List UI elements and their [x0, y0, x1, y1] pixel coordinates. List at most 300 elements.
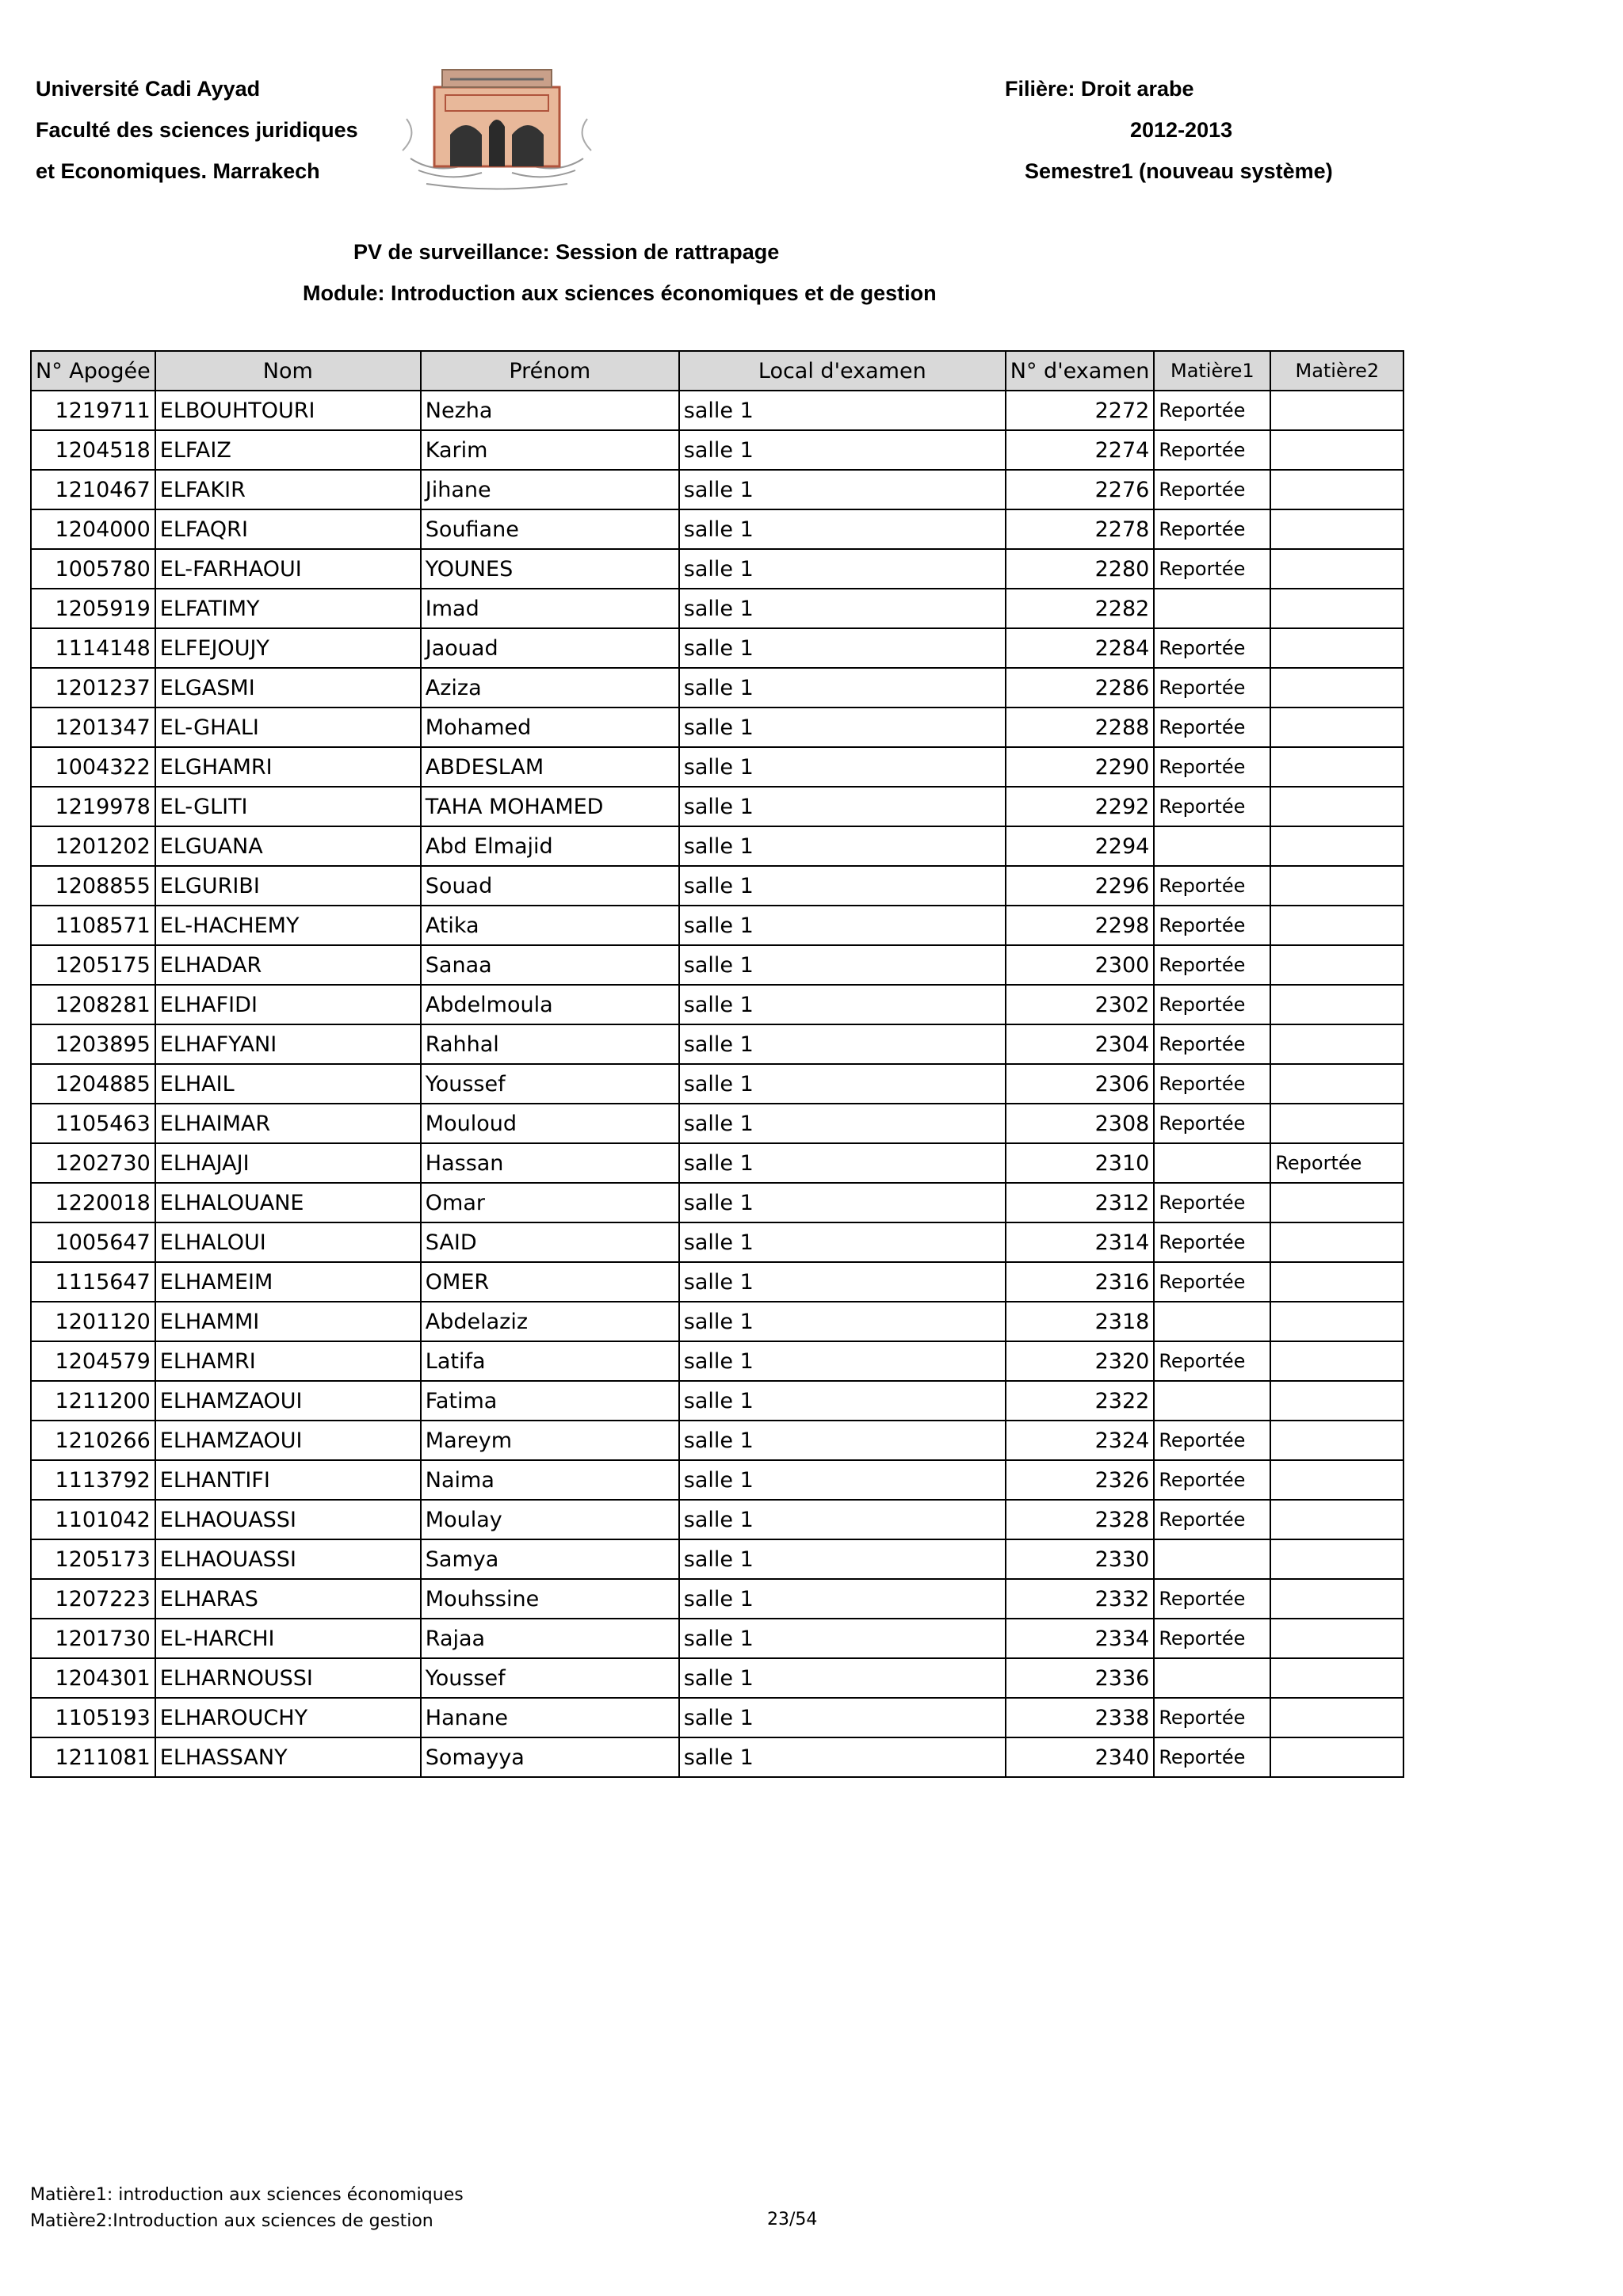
cell-apogee: 1108571	[31, 906, 155, 945]
table-row	[31, 826, 1403, 866]
table-row	[31, 866, 1403, 906]
cell-exam-number: 2314	[1006, 1222, 1155, 1262]
cell-exam-number: 2338	[1006, 1698, 1155, 1737]
cell-matiere2	[1270, 1302, 1403, 1341]
cell-matiere1: Reportée	[1154, 1183, 1270, 1222]
cell-nom: ELHAROUCHY	[155, 1698, 421, 1737]
cell-apogee: 1201120	[31, 1302, 155, 1341]
cell-matiere2	[1270, 1698, 1403, 1737]
cell-local: salle 1	[679, 826, 1006, 866]
cell-matiere2	[1270, 628, 1403, 668]
cell-nom: EL-GHALI	[155, 707, 421, 747]
cell-matiere2	[1270, 1024, 1403, 1064]
cell-exam-number: 2298	[1006, 906, 1155, 945]
table-header-row	[31, 351, 1403, 391]
cell-nom: ELHAOUASSI	[155, 1500, 421, 1539]
cell-prenom: Souad	[421, 866, 679, 906]
module-title: Module: Introduction aux sciences économiques et de gestion	[303, 281, 937, 305]
cell-exam-number: 2340	[1006, 1737, 1155, 1777]
cell-exam-number: 2310	[1006, 1143, 1155, 1183]
cell-local: salle 1	[679, 1262, 1006, 1302]
cell-matiere2	[1270, 787, 1403, 826]
cell-matiere1	[1154, 589, 1270, 628]
cell-prenom: Rajaa	[421, 1619, 679, 1658]
cell-matiere1: Reportée	[1154, 628, 1270, 668]
cell-prenom: Fatima	[421, 1381, 679, 1421]
cell-apogee: 1220018	[31, 1183, 155, 1222]
filiere-label: Filière: Droit arabe	[1005, 77, 1194, 101]
cell-local: salle 1	[679, 470, 1006, 509]
cell-nom: ELHAMEIM	[155, 1262, 421, 1302]
university-name: Université Cadi Ayyad	[36, 77, 261, 101]
table-row	[31, 509, 1403, 549]
cell-apogee: 1105193	[31, 1698, 155, 1737]
table-row	[31, 430, 1403, 470]
cell-matiere1: Reportée	[1154, 1421, 1270, 1460]
cell-apogee: 1205919	[31, 589, 155, 628]
cell-exam-number: 2292	[1006, 787, 1155, 826]
table-row	[31, 1698, 1403, 1737]
cell-local: salle 1	[679, 628, 1006, 668]
cell-matiere1: Reportée	[1154, 866, 1270, 906]
table-row	[31, 1262, 1403, 1302]
cell-apogee: 1205175	[31, 945, 155, 985]
cell-apogee: 1204579	[31, 1341, 155, 1381]
cell-prenom: Moulay	[421, 1500, 679, 1539]
cell-apogee: 1201237	[31, 668, 155, 707]
cell-matiere2	[1270, 1460, 1403, 1500]
cell-apogee: 1207223	[31, 1579, 155, 1619]
cell-matiere2	[1270, 1064, 1403, 1104]
cell-apogee: 1204885	[31, 1064, 155, 1104]
cell-matiere1: Reportée	[1154, 985, 1270, 1024]
cell-prenom: Somayya	[421, 1737, 679, 1777]
cell-local: salle 1	[679, 1619, 1006, 1658]
cell-apogee: 1201202	[31, 826, 155, 866]
cell-local: salle 1	[679, 1064, 1006, 1104]
cell-nom: ELHAFIDI	[155, 985, 421, 1024]
cell-nom: ELHAMZAOUI	[155, 1381, 421, 1421]
cell-matiere1: Reportée	[1154, 1579, 1270, 1619]
cell-nom: ELFATIMY	[155, 589, 421, 628]
cell-prenom: Omar	[421, 1183, 679, 1222]
cell-prenom: Naima	[421, 1460, 679, 1500]
cell-prenom: Mareym	[421, 1421, 679, 1460]
cell-prenom: Jihane	[421, 470, 679, 509]
cell-matiere1	[1154, 1302, 1270, 1341]
table-row	[31, 1658, 1403, 1698]
cell-local: salle 1	[679, 707, 1006, 747]
cell-nom: ELHARAS	[155, 1579, 421, 1619]
cell-nom: ELHAMZAOUI	[155, 1421, 421, 1460]
cell-prenom: Abdelaziz	[421, 1302, 679, 1341]
cell-matiere1: Reportée	[1154, 906, 1270, 945]
cell-local: salle 1	[679, 1143, 1006, 1183]
cell-local: salle 1	[679, 1579, 1006, 1619]
cell-nom: ELHADAR	[155, 945, 421, 985]
cell-nom: EL-HARCHI	[155, 1619, 421, 1658]
university-gate-logo	[395, 63, 599, 190]
cell-matiere1: Reportée	[1154, 1222, 1270, 1262]
table-row	[31, 985, 1403, 1024]
cell-exam-number: 2294	[1006, 826, 1155, 866]
cell-exam-number: 2284	[1006, 628, 1155, 668]
cell-matiere1: Reportée	[1154, 1737, 1270, 1777]
cell-exam-number: 2304	[1006, 1024, 1155, 1064]
cell-prenom: Aziza	[421, 668, 679, 707]
cell-exam-number: 2330	[1006, 1539, 1155, 1579]
cell-exam-number: 2282	[1006, 589, 1155, 628]
cell-exam-number: 2324	[1006, 1421, 1155, 1460]
cell-nom: ELFAIZ	[155, 430, 421, 470]
cell-matiere2	[1270, 945, 1403, 985]
cell-nom: ELHAMMI	[155, 1302, 421, 1341]
footer-note-matiere2: Matière2:Introduction aux sciences de gestion	[30, 2211, 433, 2231]
cell-local: salle 1	[679, 866, 1006, 906]
cell-local: salle 1	[679, 787, 1006, 826]
cell-apogee: 1210266	[31, 1421, 155, 1460]
cell-matiere1: Reportée	[1154, 470, 1270, 509]
cell-matiere2	[1270, 1579, 1403, 1619]
cell-matiere1: Reportée	[1154, 787, 1270, 826]
cell-matiere1: Reportée	[1154, 1341, 1270, 1381]
cell-matiere1: Reportée	[1154, 747, 1270, 787]
table-row	[31, 1579, 1403, 1619]
cell-matiere2	[1270, 1183, 1403, 1222]
cell-matiere1: Reportée	[1154, 391, 1270, 430]
cell-apogee: 1204301	[31, 1658, 155, 1698]
cell-matiere2	[1270, 1500, 1403, 1539]
cell-exam-number: 2336	[1006, 1658, 1155, 1698]
cell-local: salle 1	[679, 1658, 1006, 1698]
cell-apogee: 1205173	[31, 1539, 155, 1579]
cell-matiere1: Reportée	[1154, 707, 1270, 747]
table-row	[31, 1737, 1403, 1777]
cell-nom: EL-HACHEMY	[155, 906, 421, 945]
cell-apogee: 1201730	[31, 1619, 155, 1658]
cell-matiere1: Reportée	[1154, 1024, 1270, 1064]
cell-prenom: TAHA MOHAMED	[421, 787, 679, 826]
cell-matiere1	[1154, 1539, 1270, 1579]
cell-prenom: Jaouad	[421, 628, 679, 668]
table-row	[31, 1619, 1403, 1658]
cell-apogee: 1203895	[31, 1024, 155, 1064]
table-row	[31, 1183, 1403, 1222]
cell-matiere2	[1270, 470, 1403, 509]
table-row	[31, 1381, 1403, 1421]
cell-nom: ELHANTIFI	[155, 1460, 421, 1500]
cell-prenom: Hassan	[421, 1143, 679, 1183]
table-row	[31, 1539, 1403, 1579]
cell-nom: ELHAFYANI	[155, 1024, 421, 1064]
cell-prenom: Youssef	[421, 1658, 679, 1698]
cell-local: salle 1	[679, 1698, 1006, 1737]
column-header-matiere1: Matière1	[1154, 351, 1270, 391]
cell-matiere2	[1270, 707, 1403, 747]
cell-prenom: Hanane	[421, 1698, 679, 1737]
column-header-nom: Nom	[155, 351, 421, 391]
cell-apogee: 1204000	[31, 509, 155, 549]
cell-prenom: Mohamed	[421, 707, 679, 747]
cell-exam-number: 2288	[1006, 707, 1155, 747]
cell-prenom: OMER	[421, 1262, 679, 1302]
cell-matiere2	[1270, 1104, 1403, 1143]
cell-prenom: Sanaa	[421, 945, 679, 985]
cell-exam-number: 2280	[1006, 549, 1155, 589]
cell-matiere2	[1270, 985, 1403, 1024]
cell-matiere1: Reportée	[1154, 668, 1270, 707]
cell-matiere2	[1270, 1619, 1403, 1658]
cell-apogee: 1105463	[31, 1104, 155, 1143]
cell-matiere2	[1270, 1658, 1403, 1698]
cell-matiere2	[1270, 668, 1403, 707]
cell-local: salle 1	[679, 945, 1006, 985]
cell-matiere1	[1154, 1143, 1270, 1183]
cell-local: salle 1	[679, 1104, 1006, 1143]
cell-matiere2	[1270, 906, 1403, 945]
cell-exam-number: 2320	[1006, 1341, 1155, 1381]
table-row	[31, 945, 1403, 985]
cell-prenom: Abd Elmajid	[421, 826, 679, 866]
table-row	[31, 668, 1403, 707]
column-header-apogee: N° Apogée	[31, 351, 155, 391]
column-header-exam-number: N° d'examen	[1006, 351, 1155, 391]
cell-exam-number: 2306	[1006, 1064, 1155, 1104]
cell-exam-number: 2286	[1006, 668, 1155, 707]
cell-matiere2	[1270, 866, 1403, 906]
cell-prenom: Youssef	[421, 1064, 679, 1104]
cell-prenom: Karim	[421, 430, 679, 470]
cell-matiere2	[1270, 391, 1403, 430]
cell-matiere2	[1270, 430, 1403, 470]
cell-apogee: 1211200	[31, 1381, 155, 1421]
cell-prenom: Nezha	[421, 391, 679, 430]
cell-apogee: 1208855	[31, 866, 155, 906]
cell-exam-number: 2276	[1006, 470, 1155, 509]
cell-matiere1: Reportée	[1154, 1619, 1270, 1658]
cell-matiere2	[1270, 1737, 1403, 1777]
cell-exam-number: 2326	[1006, 1460, 1155, 1500]
cell-matiere1: Reportée	[1154, 1064, 1270, 1104]
table-row	[31, 747, 1403, 787]
cell-local: salle 1	[679, 391, 1006, 430]
cell-exam-number: 2332	[1006, 1579, 1155, 1619]
cell-exam-number: 2278	[1006, 509, 1155, 549]
table-row	[31, 391, 1403, 430]
cell-local: salle 1	[679, 1500, 1006, 1539]
cell-prenom: Imad	[421, 589, 679, 628]
table-row	[31, 1421, 1403, 1460]
cell-local: salle 1	[679, 747, 1006, 787]
column-header-prenom: Prénom	[421, 351, 679, 391]
cell-exam-number: 2302	[1006, 985, 1155, 1024]
cell-nom: ELFAKIR	[155, 470, 421, 509]
cell-exam-number: 2318	[1006, 1302, 1155, 1341]
cell-exam-number: 2316	[1006, 1262, 1155, 1302]
cell-matiere2	[1270, 1262, 1403, 1302]
cell-matiere1: Reportée	[1154, 945, 1270, 985]
table-row	[31, 1341, 1403, 1381]
table-row	[31, 628, 1403, 668]
cell-apogee: 1210467	[31, 470, 155, 509]
cell-matiere1: Reportée	[1154, 1104, 1270, 1143]
cell-matiere2	[1270, 1381, 1403, 1421]
table-row	[31, 549, 1403, 589]
cell-local: salle 1	[679, 1460, 1006, 1500]
cell-nom: ELHAMRI	[155, 1341, 421, 1381]
table-row	[31, 1143, 1403, 1183]
cell-exam-number: 2308	[1006, 1104, 1155, 1143]
cell-nom: EL-FARHAOUI	[155, 549, 421, 589]
cell-prenom: Samya	[421, 1539, 679, 1579]
cell-prenom: Latifa	[421, 1341, 679, 1381]
cell-matiere2	[1270, 1222, 1403, 1262]
faculty-name-line1: Faculté des sciences juridiques	[36, 118, 358, 142]
cell-prenom: Atika	[421, 906, 679, 945]
cell-nom: EL-GLITI	[155, 787, 421, 826]
cell-local: salle 1	[679, 1183, 1006, 1222]
cell-nom: ELHALOUANE	[155, 1183, 421, 1222]
table-row	[31, 1024, 1403, 1064]
cell-apogee: 1204518	[31, 430, 155, 470]
cell-local: salle 1	[679, 1341, 1006, 1381]
cell-matiere2	[1270, 1421, 1403, 1460]
cell-matiere1	[1154, 1658, 1270, 1698]
cell-exam-number: 2334	[1006, 1619, 1155, 1658]
cell-matiere2	[1270, 509, 1403, 549]
cell-matiere2	[1270, 1539, 1403, 1579]
cell-apogee: 1202730	[31, 1143, 155, 1183]
cell-local: salle 1	[679, 906, 1006, 945]
cell-matiere1: Reportée	[1154, 509, 1270, 549]
cell-exam-number: 2290	[1006, 747, 1155, 787]
cell-nom: ELBOUHTOURI	[155, 391, 421, 430]
cell-local: salle 1	[679, 509, 1006, 549]
page-number: 23/54	[767, 2210, 818, 2229]
cell-local: salle 1	[679, 1024, 1006, 1064]
cell-local: salle 1	[679, 1302, 1006, 1341]
cell-matiere1: Reportée	[1154, 549, 1270, 589]
cell-nom: ELHALOUI	[155, 1222, 421, 1262]
table-row	[31, 470, 1403, 509]
cell-local: salle 1	[679, 668, 1006, 707]
cell-nom: ELHASSANY	[155, 1737, 421, 1777]
cell-matiere2	[1270, 549, 1403, 589]
table-row	[31, 589, 1403, 628]
cell-matiere1: Reportée	[1154, 1698, 1270, 1737]
table-row	[31, 1104, 1403, 1143]
cell-nom: ELGASMI	[155, 668, 421, 707]
cell-apogee: 1005780	[31, 549, 155, 589]
cell-local: salle 1	[679, 985, 1006, 1024]
cell-nom: ELGURIBI	[155, 866, 421, 906]
cell-matiere1: Reportée	[1154, 430, 1270, 470]
cell-local: salle 1	[679, 1222, 1006, 1262]
cell-matiere1: Reportée	[1154, 1460, 1270, 1500]
pv-title: PV de surveillance: Session de rattrapage	[353, 240, 780, 264]
cell-apogee: 1219711	[31, 391, 155, 430]
semester-label: Semestre1 (nouveau système)	[1025, 159, 1333, 183]
cell-local: salle 1	[679, 1381, 1006, 1421]
cell-nom: ELGUANA	[155, 826, 421, 866]
cell-prenom: Mouloud	[421, 1104, 679, 1143]
table-row	[31, 1222, 1403, 1262]
cell-exam-number: 2272	[1006, 391, 1155, 430]
table-row	[31, 1064, 1403, 1104]
cell-prenom: SAID	[421, 1222, 679, 1262]
cell-local: salle 1	[679, 1737, 1006, 1777]
cell-nom: ELHARNOUSSI	[155, 1658, 421, 1698]
cell-nom: ELFEJOUJY	[155, 628, 421, 668]
table-row	[31, 707, 1403, 747]
cell-local: salle 1	[679, 549, 1006, 589]
cell-exam-number: 2274	[1006, 430, 1155, 470]
cell-matiere1	[1154, 1381, 1270, 1421]
cell-apogee: 1211081	[31, 1737, 155, 1777]
cell-apogee: 1113792	[31, 1460, 155, 1500]
cell-nom: ELHAJAJI	[155, 1143, 421, 1183]
cell-prenom: Soufiane	[421, 509, 679, 549]
cell-matiere1	[1154, 826, 1270, 866]
table-row	[31, 1460, 1403, 1500]
faculty-name-line2: et Economiques. Marrakech	[36, 159, 320, 183]
cell-exam-number: 2322	[1006, 1381, 1155, 1421]
cell-matiere2	[1270, 1341, 1403, 1381]
cell-exam-number: 2328	[1006, 1500, 1155, 1539]
cell-prenom: ABDESLAM	[421, 747, 679, 787]
cell-matiere2	[1270, 589, 1403, 628]
cell-apogee: 1115647	[31, 1262, 155, 1302]
cell-nom: ELHAOUASSI	[155, 1539, 421, 1579]
cell-exam-number: 2300	[1006, 945, 1155, 985]
attendance-table	[30, 350, 1404, 1778]
cell-local: salle 1	[679, 589, 1006, 628]
cell-apogee: 1114148	[31, 628, 155, 668]
cell-prenom: Abdelmoula	[421, 985, 679, 1024]
cell-nom: ELHAIL	[155, 1064, 421, 1104]
cell-local: salle 1	[679, 430, 1006, 470]
cell-matiere1: Reportée	[1154, 1262, 1270, 1302]
cell-apogee: 1101042	[31, 1500, 155, 1539]
table-row	[31, 1500, 1403, 1539]
cell-exam-number: 2296	[1006, 866, 1155, 906]
cell-matiere2	[1270, 747, 1403, 787]
cell-prenom: Rahhal	[421, 1024, 679, 1064]
cell-apogee: 1219978	[31, 787, 155, 826]
column-header-matiere2: Matière2	[1270, 351, 1403, 391]
cell-nom: ELGHAMRI	[155, 747, 421, 787]
table-row	[31, 906, 1403, 945]
cell-matiere2	[1270, 826, 1403, 866]
cell-local: salle 1	[679, 1421, 1006, 1460]
cell-apogee: 1201347	[31, 707, 155, 747]
table-row	[31, 1302, 1403, 1341]
column-header-local: Local d'examen	[679, 351, 1006, 391]
cell-apogee: 1208281	[31, 985, 155, 1024]
cell-nom: ELFAQRI	[155, 509, 421, 549]
cell-local: salle 1	[679, 1539, 1006, 1579]
cell-apogee: 1005647	[31, 1222, 155, 1262]
table-body	[31, 391, 1403, 1777]
table-row	[31, 787, 1403, 826]
cell-matiere2: Reportée	[1270, 1143, 1403, 1183]
cell-exam-number: 2312	[1006, 1183, 1155, 1222]
cell-prenom: Mouhssine	[421, 1579, 679, 1619]
academic-year: 2012-2013	[1130, 118, 1233, 142]
cell-matiere1: Reportée	[1154, 1500, 1270, 1539]
footer-note-matiere1: Matière1: introduction aux sciences économiques	[30, 2185, 464, 2205]
cell-prenom: YOUNES	[421, 549, 679, 589]
